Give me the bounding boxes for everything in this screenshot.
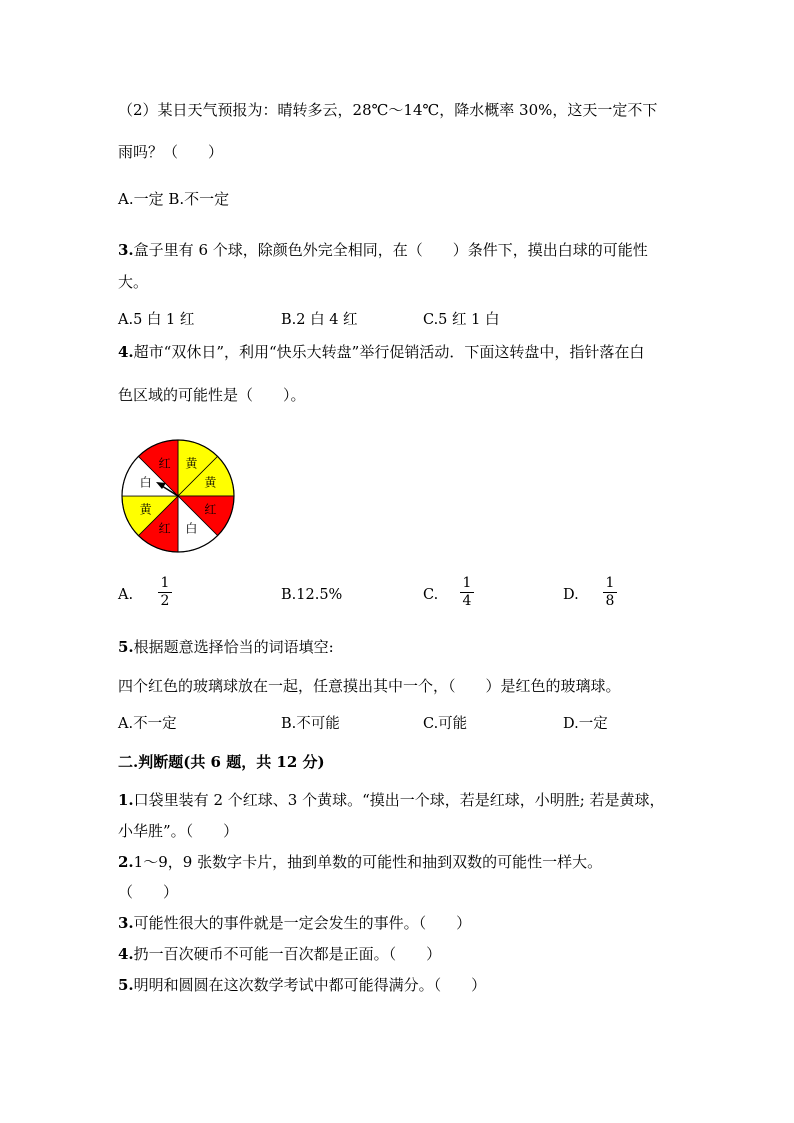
- item-text: 口袋里装有 2 个红球、3 个黄球。“摸出一个球，若是红球，小明胜; 若是黄球，: [133, 791, 665, 809]
- item-number: 2.: [118, 853, 134, 871]
- q4-option-d-label: D.: [563, 587, 579, 603]
- judge-item-1-line2: 小华胜”。（ ）: [118, 822, 239, 840]
- q2-line2: 雨吗？（ ）: [118, 143, 224, 161]
- q5-option-d: D.一定: [563, 716, 608, 732]
- item-number: 3.: [118, 914, 134, 932]
- judge-item-2-line2: （ ）: [118, 883, 179, 901]
- spinner-sector-label: 黄: [204, 475, 217, 490]
- fraction-denominator: 8: [605, 593, 615, 609]
- spinner-sector-label: 白: [185, 521, 198, 536]
- q3-line1: [118, 240, 648, 260]
- q4-line2: 色区域的可能性是（ ）。: [118, 386, 306, 404]
- q4-option-c-label: C.: [423, 587, 439, 603]
- spinner-sector-label: 红: [158, 456, 171, 471]
- q4-option-d-fraction: [603, 576, 617, 609]
- q2-options: A.一定 B.不一定: [118, 190, 230, 208]
- spinner-sector-label: 黄: [185, 456, 198, 471]
- fraction-numerator: 1: [605, 575, 615, 591]
- q4-line1: [118, 342, 644, 362]
- spinner-sector-label: 红: [204, 502, 217, 517]
- q3-number: 3.: [118, 241, 134, 259]
- item-text: 明明和圆圆在这次数学考试中都可能得满分。（ ）: [133, 976, 487, 994]
- spinner-sector-label: 红: [158, 521, 171, 536]
- q5-option-b: B.不可能: [281, 716, 340, 732]
- item-text: 可能性很大的事件就是一定会发生的事件。（ ）: [133, 914, 472, 932]
- spinner-sector-label: 黄: [139, 502, 152, 517]
- q5-number: 5.: [118, 638, 134, 656]
- q3-option-a: A.5 白 1 红: [118, 312, 195, 328]
- q3-line2: 大。: [118, 273, 149, 291]
- item-number: 1.: [118, 791, 134, 809]
- item-number: 4.: [118, 945, 134, 963]
- q5-line2: 四个红色的玻璃球放在一起，任意摸出其中一个，（ ）是红色的玻璃球。: [118, 677, 621, 695]
- q4-option-c-fraction: [460, 576, 474, 609]
- q4-text1: 超市“双休日”，利用“快乐大转盘”举行促销活动．下面这转盘中，指针落在白: [133, 343, 645, 361]
- q3-option-b: B.2 白 4 红: [281, 312, 358, 328]
- spinner-sector-label: 白: [139, 475, 152, 490]
- section-2-title: 二.判断题(共 6 题，共 12 分): [118, 753, 325, 771]
- judge-item-2: [118, 852, 602, 872]
- q2-line1: （2）某日天气预报为：晴转多云，28℃～14℃，降水概率 30%，这天一定不下: [118, 101, 658, 119]
- judge-item-4: [118, 944, 441, 964]
- fraction-denominator: 4: [462, 593, 472, 609]
- fraction-numerator: 1: [462, 575, 472, 591]
- q3-option-c: C.5 红 1 白: [423, 312, 500, 328]
- judge-item-1: [118, 790, 665, 810]
- q4-number: 4.: [118, 343, 134, 361]
- q5-line1: [118, 637, 334, 657]
- q5-text1: 根据题意选择恰当的词语填空:: [133, 638, 334, 656]
- q3-text1: 盒子里有 6 个球，除颜色外完全相同，在（ ）条件下，摸出白球的可能性: [133, 241, 648, 259]
- item-text: 扔一百次硬币不可能一百次都是正面。（ ）: [133, 945, 442, 963]
- item-number: 5.: [118, 976, 134, 994]
- q5-option-a: A.不一定: [118, 716, 177, 732]
- fraction-denominator: 2: [160, 593, 170, 609]
- spinner-wheel: [118, 436, 238, 556]
- q4-option-a-fraction: [158, 576, 172, 609]
- q4-option-a-label: A.: [118, 587, 134, 603]
- item-text: 1～9，9 张数字卡片，抽到单数的可能性和抽到双数的可能性一样大。: [133, 853, 603, 871]
- judge-item-3: [118, 913, 471, 933]
- q4-option-b: B.12.5%: [281, 587, 343, 603]
- fraction-numerator: 1: [160, 575, 170, 591]
- q5-option-c: C.可能: [423, 716, 468, 732]
- judge-item-5: [118, 975, 486, 995]
